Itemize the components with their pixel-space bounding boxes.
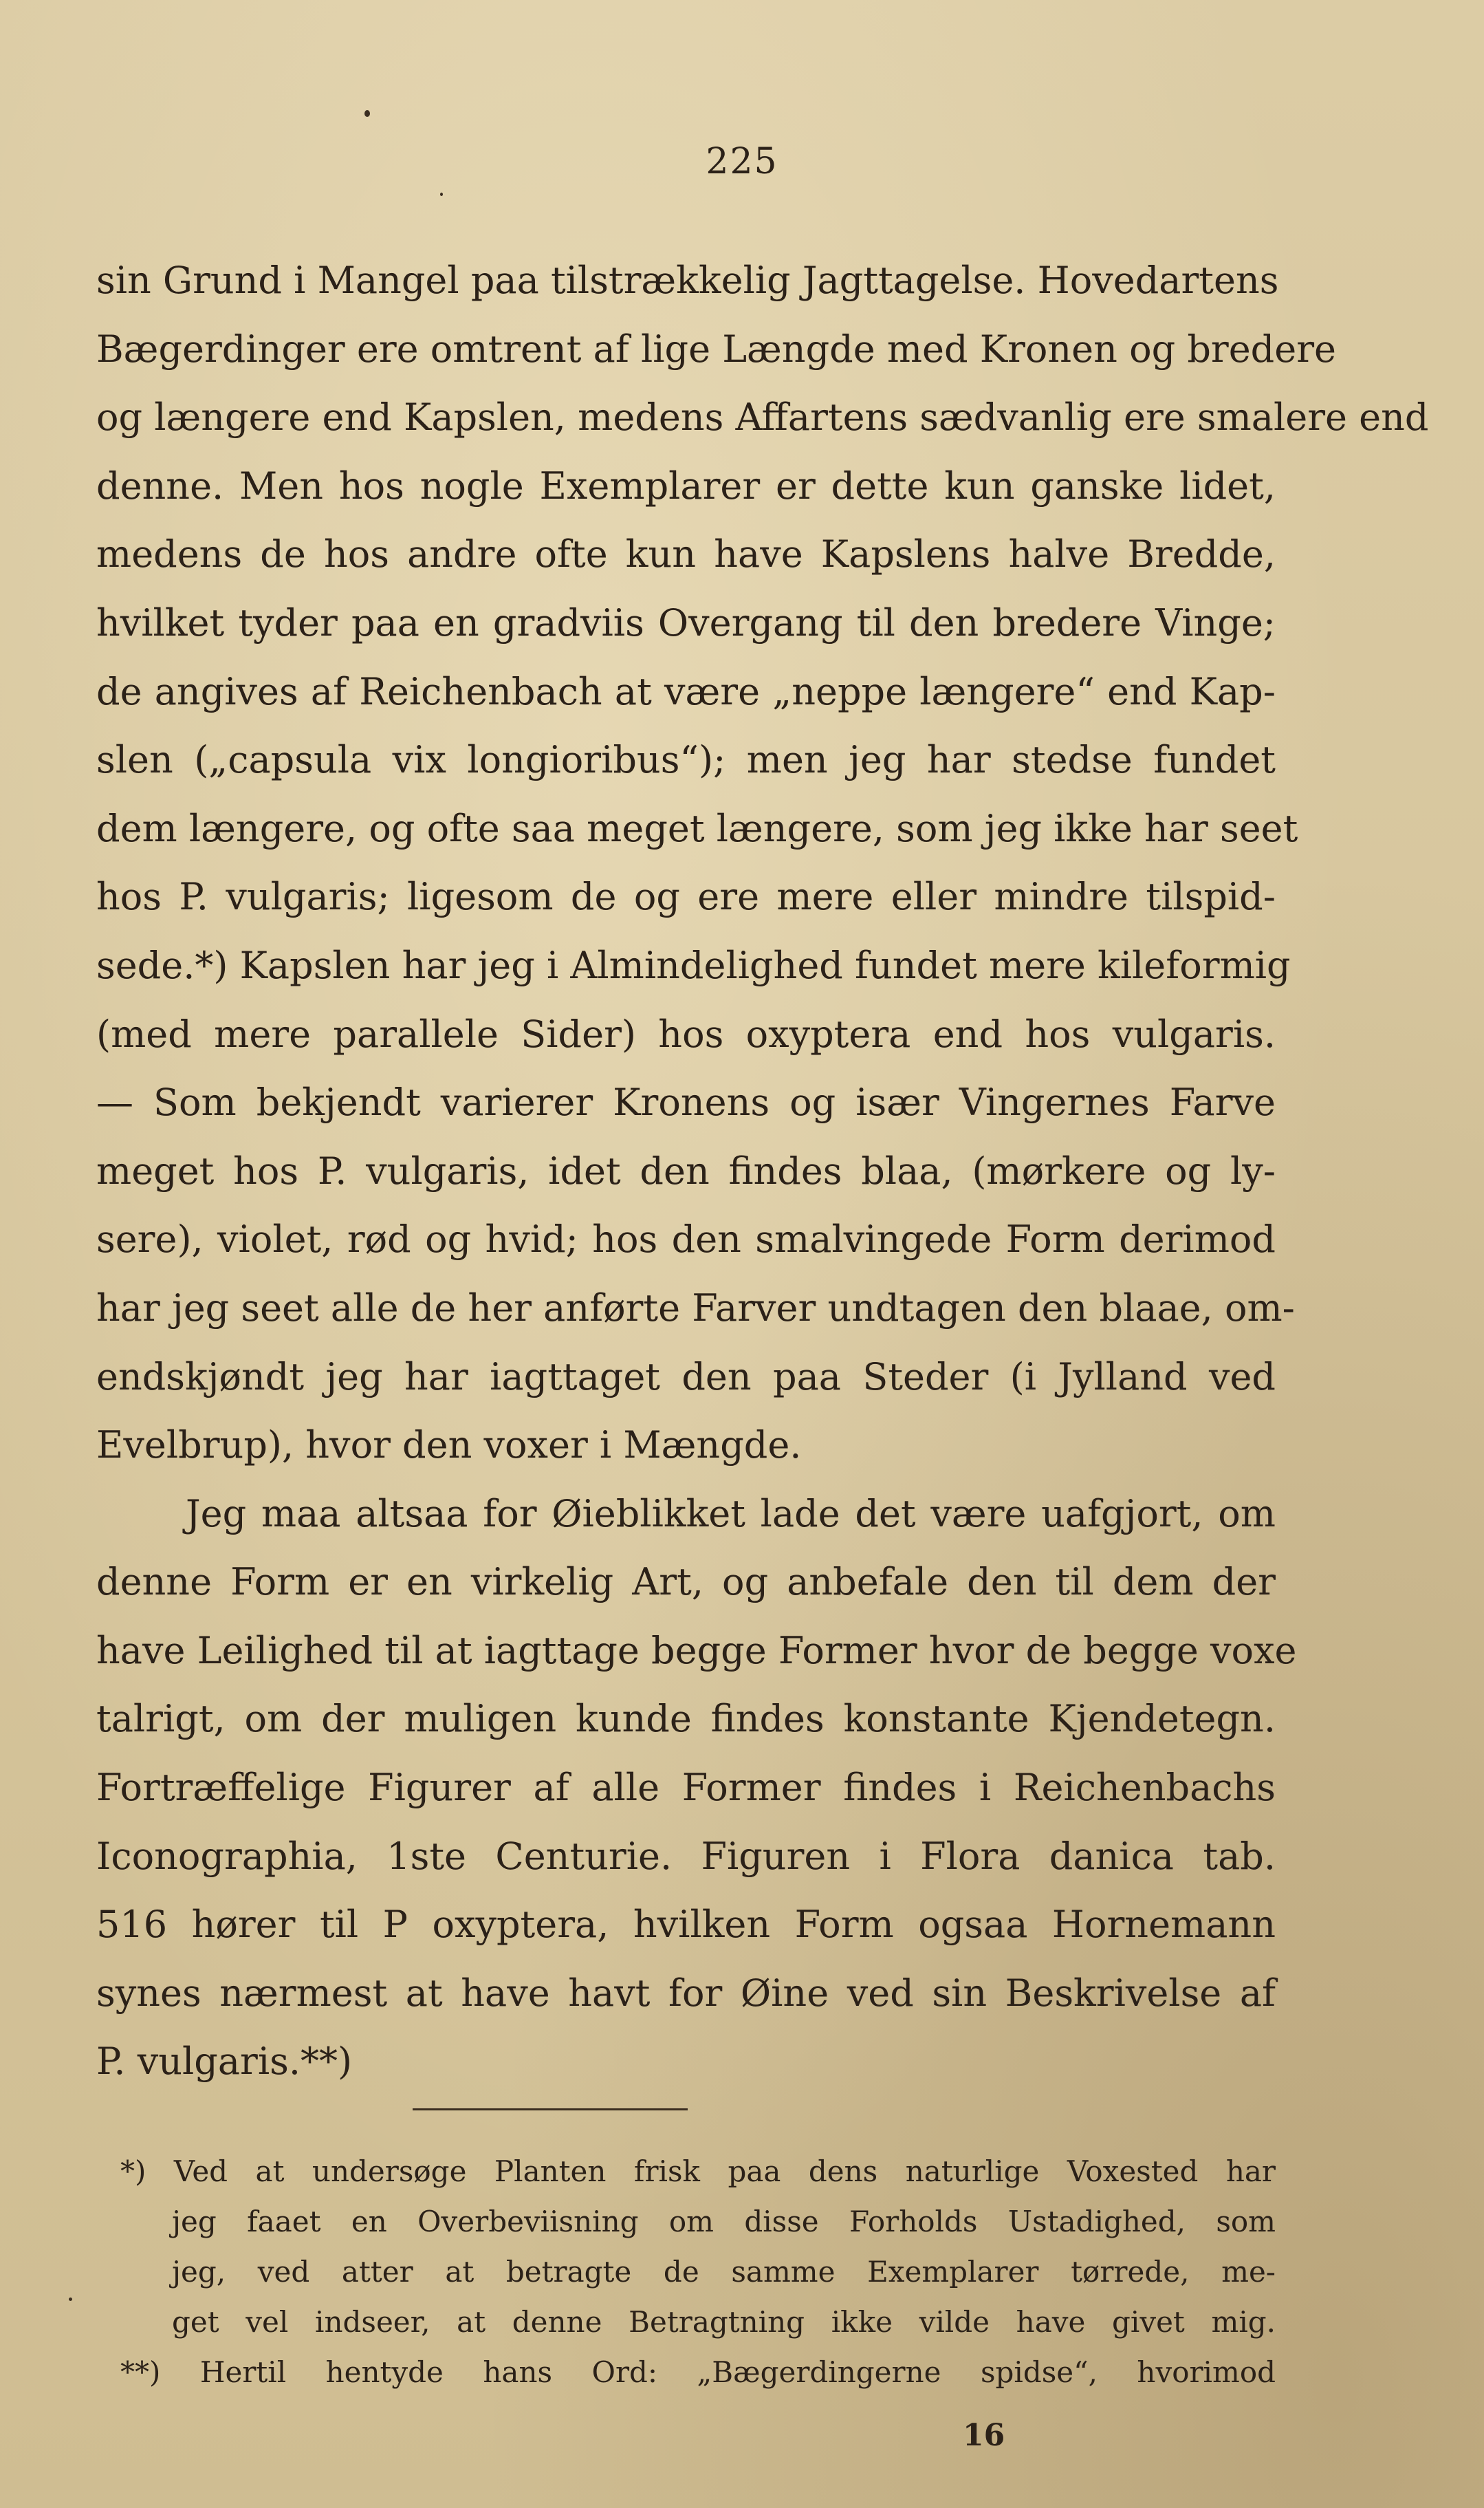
text-line: denne Form er en virkelig Art, og anbefale den til dem der bbox=[96, 1560, 1276, 1604]
text-line: Evelbrup), hvor den voxer i Mængde. bbox=[96, 1423, 802, 1467]
paper-speck bbox=[364, 110, 370, 117]
footnote-line: jeg faaet en Overbeviisning om disse Forholds Ustadighed, som bbox=[172, 2205, 1276, 2238]
text-line: dem længere, og ofte saa meget længere, som jeg ikke har seet bbox=[96, 806, 1298, 850]
text-line: hos P. vulgaris; ligesom de og ere mere eller mindre tilspid- bbox=[96, 875, 1276, 919]
text-line: Bægerdinger ere omtrent af lige Længde med Kronen og bredere bbox=[96, 327, 1336, 371]
text-line: sede.*) Kapslen har jeg i Almindelighed fundet mere kileformig bbox=[96, 943, 1291, 987]
footnote-line: get vel indseer, at denne Betragtning ikke vilde have givet mig. bbox=[172, 2305, 1276, 2339]
footnote-divider bbox=[413, 2108, 688, 2110]
text-line: P. vulgaris.**) bbox=[96, 2040, 353, 2084]
text-line: har jeg seet alle de her anførte Farver undtagen den blaae, om- bbox=[96, 1286, 1295, 1330]
paper-speck bbox=[440, 193, 443, 196]
text-line: hvilket tyder paa en gradviis Overgang til den bredere Vinge; bbox=[96, 601, 1276, 645]
text-line: de angives af Reichenbach at være „neppe længere“ end Kap- bbox=[96, 669, 1276, 713]
text-line: Fortræffelige Figurer af alle Former findes i Reichenbachs bbox=[96, 1766, 1276, 1810]
text-line: Jeg maa altsaa for Øieblikket lade det være uafgjort, om bbox=[186, 1491, 1276, 1535]
body-text bbox=[96, 246, 1429, 2096]
text-line: og længere end Kapslen, medens Affartens sædvanlig ere smalere end bbox=[96, 396, 1429, 440]
text-line: sin Grund i Mangel paa tilstrækkelig Jagttagelse. Hovedartens bbox=[96, 259, 1279, 302]
text-line: sere), violet, rød og hvid; hos den smalvingede Form derimod bbox=[96, 1218, 1276, 1262]
text-line: talrigt, om der muligen kunde findes konstante Kjendetegn. bbox=[96, 1697, 1276, 1741]
text-line: — Som bekjendt varierer Kronens og især Vingernes Farve bbox=[96, 1081, 1276, 1125]
text-line: Iconographia, 1ste Centurie. Figuren i Flora danica tab. bbox=[96, 1834, 1276, 1878]
text-line: 516 hører til P oxyptera, hvilken Form ogsaa Hornemann bbox=[96, 1903, 1276, 1947]
text-line: slen („capsula vix longioribus“); men jeg har stedse fundet bbox=[96, 738, 1276, 782]
signature-mark: 16 bbox=[963, 2418, 1005, 2453]
text-line: synes nærmest at have havt for Øine ved sin Beskrivelse af bbox=[96, 1971, 1276, 2015]
text-line: (med mere parallele Sider) hos oxyptera end hos vulgaris. bbox=[96, 1012, 1276, 1056]
footnote-line: *) Ved at undersøge Planten frisk paa dens naturlige Voxested har bbox=[120, 2154, 1276, 2188]
text-line: have Leilighed til at iagttage begge Former hvor de begge voxe bbox=[96, 1628, 1297, 1672]
text-line: medens de hos andre ofte kun have Kapslens halve Bredde, bbox=[96, 532, 1276, 576]
footnotes bbox=[120, 2146, 1276, 2397]
page-number: 225 bbox=[706, 141, 778, 182]
paper-speck bbox=[69, 2298, 72, 2301]
text-line: endskjøndt jeg har iagttaget den paa Steder (i Jylland ved bbox=[96, 1354, 1276, 1398]
footnote-line: jeg, ved atter at betragte de samme Exemplarer tørrede, me- bbox=[172, 2255, 1276, 2289]
text-line: meget hos P. vulgaris, idet den findes blaa, (mørkere og ly- bbox=[96, 1149, 1276, 1193]
footnote-line: **) Hertil hentyde hans Ord: „Bægerdingerne spidse“, hvorimod bbox=[120, 2355, 1276, 2389]
text-line: denne. Men hos nogle Exemplarer er dette kun ganske lidet, bbox=[96, 464, 1276, 508]
